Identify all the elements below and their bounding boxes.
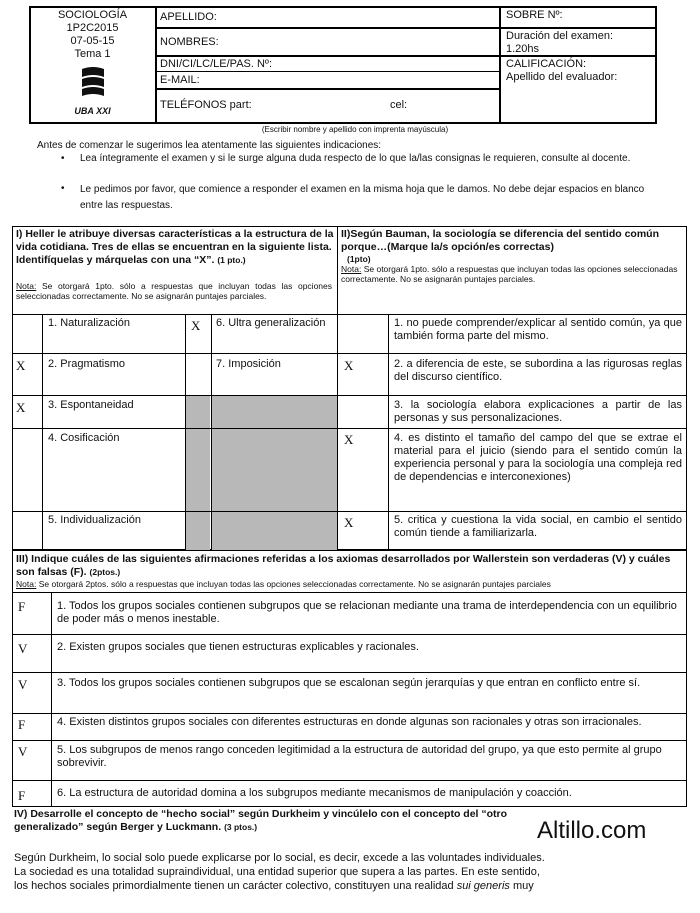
q2-item-1: 1. no puede comprender/explicar al sentido común, ya que también forma parte del mismo. bbox=[394, 317, 682, 342]
q2-nota bbox=[341, 264, 681, 284]
duracion-label: Duración del examen: 1.20hs bbox=[506, 30, 614, 55]
disabled-cell bbox=[212, 396, 337, 550]
q3-item-5: 5. Los subgrupos de menos rango conceden legitimidad a la estructura de autoridad del grupo, ya que esto permite al grupo sobrevivir. bbox=[57, 744, 662, 769]
intro-bullet-1: Lea íntegramente el examen y si le surge alguna duda respecto de lo que la/las consignas le requieren, consulte al docente. bbox=[80, 153, 631, 164]
q2-nota-text: Se otorgará 1pto. sólo a respuestas que incluyan todas las opciones seleccionadas correctamente. No se asignarán puntajes parciales. bbox=[341, 264, 678, 284]
q4-answer-part: los hechos sociales primordialmente tienen un carácter colectivo, constituyen una realidad bbox=[14, 880, 457, 892]
q2-nota-label: Nota: bbox=[341, 264, 362, 274]
q2-mark-5[interactable]: X bbox=[344, 515, 354, 530]
q3-item-1: 1. Todos los grupos sociales contienen subgrupos que se relacionan mediante una trama de interdependencia con un equilibrio de poder más o menos inestable. bbox=[57, 600, 677, 625]
q4-answer-line-2: La sociedad es una totalidad supraindividual, una entidad superior que supera a las partes. En este sentido, bbox=[14, 866, 540, 878]
q2-item-2: 2. a diferencia de este, se subordina a las rigurosas reglas del discurso científico. bbox=[394, 358, 682, 383]
cel-field[interactable]: cel: bbox=[390, 99, 408, 111]
header-row-line bbox=[500, 27, 657, 29]
q1-item-2: 2. Pragmatismo bbox=[48, 358, 126, 370]
q-row-line bbox=[185, 511, 337, 512]
q1-item-7: 7. Imposición bbox=[216, 358, 281, 370]
q4-answer-part: muy bbox=[509, 880, 534, 892]
logo-text: UBA XXI bbox=[74, 106, 111, 116]
intro-lead: Antes de comenzar le sugerimos lea atentamente las siguientes indicaciones: bbox=[37, 140, 382, 151]
dni-field[interactable]: DNI/CI/LC/LE/PAS. Nº: bbox=[160, 58, 273, 70]
q1-mark-2[interactable]: X bbox=[16, 358, 26, 373]
q-row-line bbox=[12, 428, 687, 429]
q2-item-5: 5. critica y cuestiona la vida social, en cambio el sentido común tiende a familiarizarla. bbox=[394, 514, 682, 539]
header-row-line bbox=[156, 71, 499, 72]
q-row-line bbox=[12, 511, 687, 512]
q1-item-5: 5. Individualización bbox=[48, 514, 141, 526]
header-row-line bbox=[156, 55, 499, 57]
q3-row-line bbox=[12, 592, 687, 593]
q3-title bbox=[16, 553, 684, 579]
header-row-line bbox=[156, 27, 499, 29]
email-field[interactable]: E-MAIL: bbox=[160, 74, 200, 86]
header-divider bbox=[155, 7, 157, 123]
q3-item-2: 2. Existen grupos sociales que tienen estructuras explicables y racionales. bbox=[57, 641, 419, 653]
q4-points: (3 ptos.) bbox=[224, 822, 258, 832]
q3-mark-4[interactable]: F bbox=[18, 717, 26, 732]
q1-points: (1 pto.) bbox=[217, 255, 246, 265]
q1-mark-6[interactable]: X bbox=[191, 318, 201, 333]
q2-mark-4[interactable]: X bbox=[344, 432, 354, 447]
exam-tema: Tema 1 bbox=[74, 48, 111, 60]
q1-nota bbox=[16, 281, 332, 301]
calificacion-field[interactable]: CALIFICACIÓN: bbox=[506, 58, 587, 70]
nombres-field[interactable]: NOMBRES: bbox=[160, 36, 219, 48]
q-row-line bbox=[12, 395, 687, 396]
q3-col-line bbox=[51, 592, 52, 807]
q3-row-line bbox=[12, 780, 687, 781]
q3-mark-2[interactable]: V bbox=[18, 641, 28, 656]
q-col-line bbox=[388, 314, 389, 550]
q-row-line bbox=[12, 353, 687, 354]
q3-mark-1[interactable]: F bbox=[18, 599, 26, 614]
q1-item-6: 6. Ultra generalización bbox=[216, 317, 326, 329]
header-row-line bbox=[156, 88, 499, 90]
evaluador-field[interactable]: Apellido del evaluador: bbox=[506, 71, 618, 83]
q1-title-text: I) Heller le atribuye diversas características a la estructura de la vida cotidiana. Tres de ellas se encuentran en la siguiente lista. Identifíquelas y márquelas con una “X”. bbox=[16, 228, 334, 266]
q3-row-line bbox=[12, 634, 687, 635]
q2-title: II)Según Bauman, la sociología se diferencia del sentido común porque…(Marque la/s opción/es correctas) bbox=[341, 228, 659, 253]
q1-mark-3[interactable]: X bbox=[16, 400, 26, 415]
q3-mark-3[interactable]: V bbox=[18, 677, 28, 692]
q1-nota-text: Se otorgará 1pto. sólo a respuestas que incluyan todas las opciones seleccionadas correctamente. No se asignarán puntajes parciales. bbox=[16, 281, 332, 301]
exam-date: 07-05-15 bbox=[70, 35, 115, 47]
q4-title bbox=[14, 808, 574, 834]
q3-nota-text: Se otorgará 2ptos. sólo a respuestas que incluyan todas las opciones seleccionadas correctamente. No se asignarán puntajes parciales bbox=[38, 579, 551, 589]
intro-bullet-2: Le pedimos por favor, que comience a responder el examen en la misma hoja que le damos. No debe dejar espacios en blanco entre las respuestas. bbox=[80, 184, 645, 211]
q3-item-6: 6. La estructura de autoridad domina a los subgrupos mediante mecanismos de manipulación y coacción. bbox=[57, 787, 572, 799]
q3-title-text: III) Indique cuáles de las siguientes afirmaciones referidas a los axiomas desarrollados por Wallerstein son verdaderas (V) y cuáles son falsas (F). bbox=[16, 553, 671, 578]
q1-item-3: 3. Espontaneidad bbox=[48, 399, 134, 411]
q-divider bbox=[337, 226, 338, 550]
q-row-line bbox=[185, 428, 337, 429]
q3-row-line bbox=[12, 713, 687, 714]
q1-item-4: 4. Cosificación bbox=[48, 432, 120, 444]
q3-nota bbox=[16, 579, 684, 589]
q3-row-line bbox=[12, 740, 687, 741]
q2-item-4: 4. es distinto el tamaño del campo del que se extrae el material para el juicio (siendo para el sentido común la experiencia personal y para la sociología una compleja red de dependencias e interconexiones) bbox=[394, 432, 682, 483]
q3-points: (2ptos.) bbox=[89, 567, 121, 577]
q4-title-text: IV) Desarrolle el concepto de “hecho social” según Durkheim y vincúlelo con el concepto del “otro generalizado” según Berger y Luckmann. bbox=[14, 808, 508, 833]
q2-points: (1pto) bbox=[347, 254, 371, 264]
bullet-icon: • bbox=[61, 183, 65, 194]
bullet-icon: • bbox=[61, 153, 65, 164]
q3-mark-5[interactable]: V bbox=[18, 744, 28, 759]
watermark: Altillo.com bbox=[537, 817, 647, 844]
telefonos-field[interactable]: TELÉFONOS part: bbox=[160, 99, 252, 111]
subject-label: SOCIOLOGÍA bbox=[57, 9, 128, 21]
q3-item-3: 3. Todos los grupos sociales contienen subgrupos que se escalonan según jerarquías y que entran en conflicto entre sí. bbox=[57, 677, 641, 689]
q2-item-3: 3. la sociología elabora explicaciones a partir de las personas y sus personalizaciones. bbox=[394, 399, 682, 424]
apellido-field[interactable]: APELLIDO: bbox=[160, 11, 217, 23]
q-row-line bbox=[12, 314, 687, 315]
q1-item-1: 1. Naturalización bbox=[48, 317, 130, 329]
q1-nota-label: Nota: bbox=[16, 281, 37, 291]
exam-code: 1P2C2015 bbox=[66, 22, 119, 34]
uba-logo-icon bbox=[78, 63, 108, 101]
q4-answer-line-1: Según Durkheim, lo social solo puede explicarse por lo social, es decir, excede a las voluntades individuales. bbox=[14, 852, 545, 864]
q-col-line bbox=[42, 314, 43, 550]
sobre-field[interactable]: SOBRE Nº: bbox=[506, 9, 563, 21]
q4-answer-italic: sui generis bbox=[456, 880, 510, 892]
q3-row-line bbox=[12, 672, 687, 673]
q-col-line bbox=[211, 396, 212, 550]
q3-nota-label: Nota: bbox=[16, 579, 37, 589]
header-divider bbox=[499, 7, 501, 123]
q1-title bbox=[16, 228, 334, 267]
disabled-cell bbox=[186, 396, 210, 550]
q4-answer-line-3 bbox=[14, 880, 684, 893]
q3-item-4: 4. Existen distintos grupos sociales con diferentes estructuras en donde algunas son racionales y otras son irracionales. bbox=[57, 716, 642, 728]
q2-mark-2[interactable]: X bbox=[344, 358, 354, 373]
header-note: (Escribir nombre y apellido con imprenta mayúscula) bbox=[261, 125, 449, 134]
q3-mark-6[interactable]: F bbox=[18, 788, 26, 803]
